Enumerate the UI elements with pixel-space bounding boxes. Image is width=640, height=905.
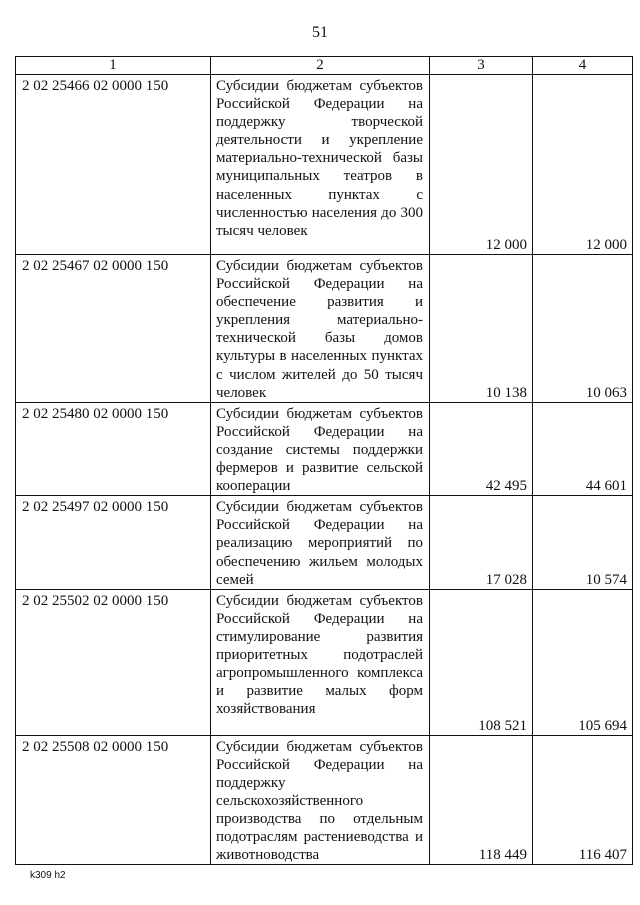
subsidy-description: Субсидии бюджетам субъектов Российской Федерации на поддержку сельскохозяйственного производства по отдельным подотраслям растениеводства и животноводства bbox=[211, 735, 430, 865]
table-row bbox=[16, 255, 633, 403]
column-header-1: 1 bbox=[16, 57, 211, 75]
amount-col4: 116 407 bbox=[533, 735, 633, 865]
budget-code: 2 02 25497 02 0000 150 bbox=[16, 496, 211, 589]
column-header-2: 2 bbox=[211, 57, 430, 75]
subsidy-description: Субсидии бюджетам субъектов Российской Федерации на создание системы поддержки фермеров и развитие сельской кооперации bbox=[211, 402, 430, 495]
table-row bbox=[16, 589, 633, 735]
page-number: 51 bbox=[312, 24, 328, 41]
budget-code: 2 02 25467 02 0000 150 bbox=[16, 255, 211, 403]
amount-col3: 12 000 bbox=[430, 75, 533, 255]
amount-col3: 118 449 bbox=[430, 735, 533, 865]
column-header-4: 4 bbox=[533, 57, 633, 75]
budget-code: 2 02 25502 02 0000 150 bbox=[16, 589, 211, 735]
amount-col3: 42 495 bbox=[430, 402, 533, 495]
subsidy-description: Субсидии бюджетам субъектов Российской Федерации на реализацию мероприятий по обеспечению жильем молодых семей bbox=[211, 496, 430, 589]
column-header-3: 3 bbox=[430, 57, 533, 75]
amount-col4: 12 000 bbox=[533, 75, 633, 255]
amount-col3: 108 521 bbox=[430, 589, 533, 735]
subsidy-description: Субсидии бюджетам субъектов Российской Федерации на поддержку творческой деятельности и укрепление материально-технической базы муниципальных театров в населенных пунктах с численностью населения до 300 тысяч человек bbox=[211, 75, 430, 255]
footer-document-code: k309 h2 bbox=[30, 870, 66, 881]
budget-code: 2 02 25480 02 0000 150 bbox=[16, 402, 211, 495]
subsidy-description: Субсидии бюджетам субъектов Российской Федерации на обеспечение развития и укрепления материально-технической базы домов культуры в населенных пунктах с числом жителей до 50 тысяч человек bbox=[211, 255, 430, 403]
table-row bbox=[16, 75, 633, 255]
budget-code: 2 02 25508 02 0000 150 bbox=[16, 735, 211, 865]
amount-col4: 44 601 bbox=[533, 402, 633, 495]
budget-table bbox=[15, 56, 633, 865]
amount-col3: 17 028 bbox=[430, 496, 533, 589]
amount-col3: 10 138 bbox=[430, 255, 533, 403]
header-row bbox=[16, 57, 633, 75]
amount-col4: 105 694 bbox=[533, 589, 633, 735]
amount-col4: 10 574 bbox=[533, 496, 633, 589]
table-row bbox=[16, 735, 633, 865]
amount-col4: 10 063 bbox=[533, 255, 633, 403]
table-row bbox=[16, 402, 633, 495]
subsidy-description: Субсидии бюджетам субъектов Российской Федерации на стимулирование развития приоритетных подотраслей агропромышленного комплекса и развитие малых форм хозяйствования bbox=[211, 589, 430, 735]
budget-code: 2 02 25466 02 0000 150 bbox=[16, 75, 211, 255]
table-row bbox=[16, 496, 633, 589]
